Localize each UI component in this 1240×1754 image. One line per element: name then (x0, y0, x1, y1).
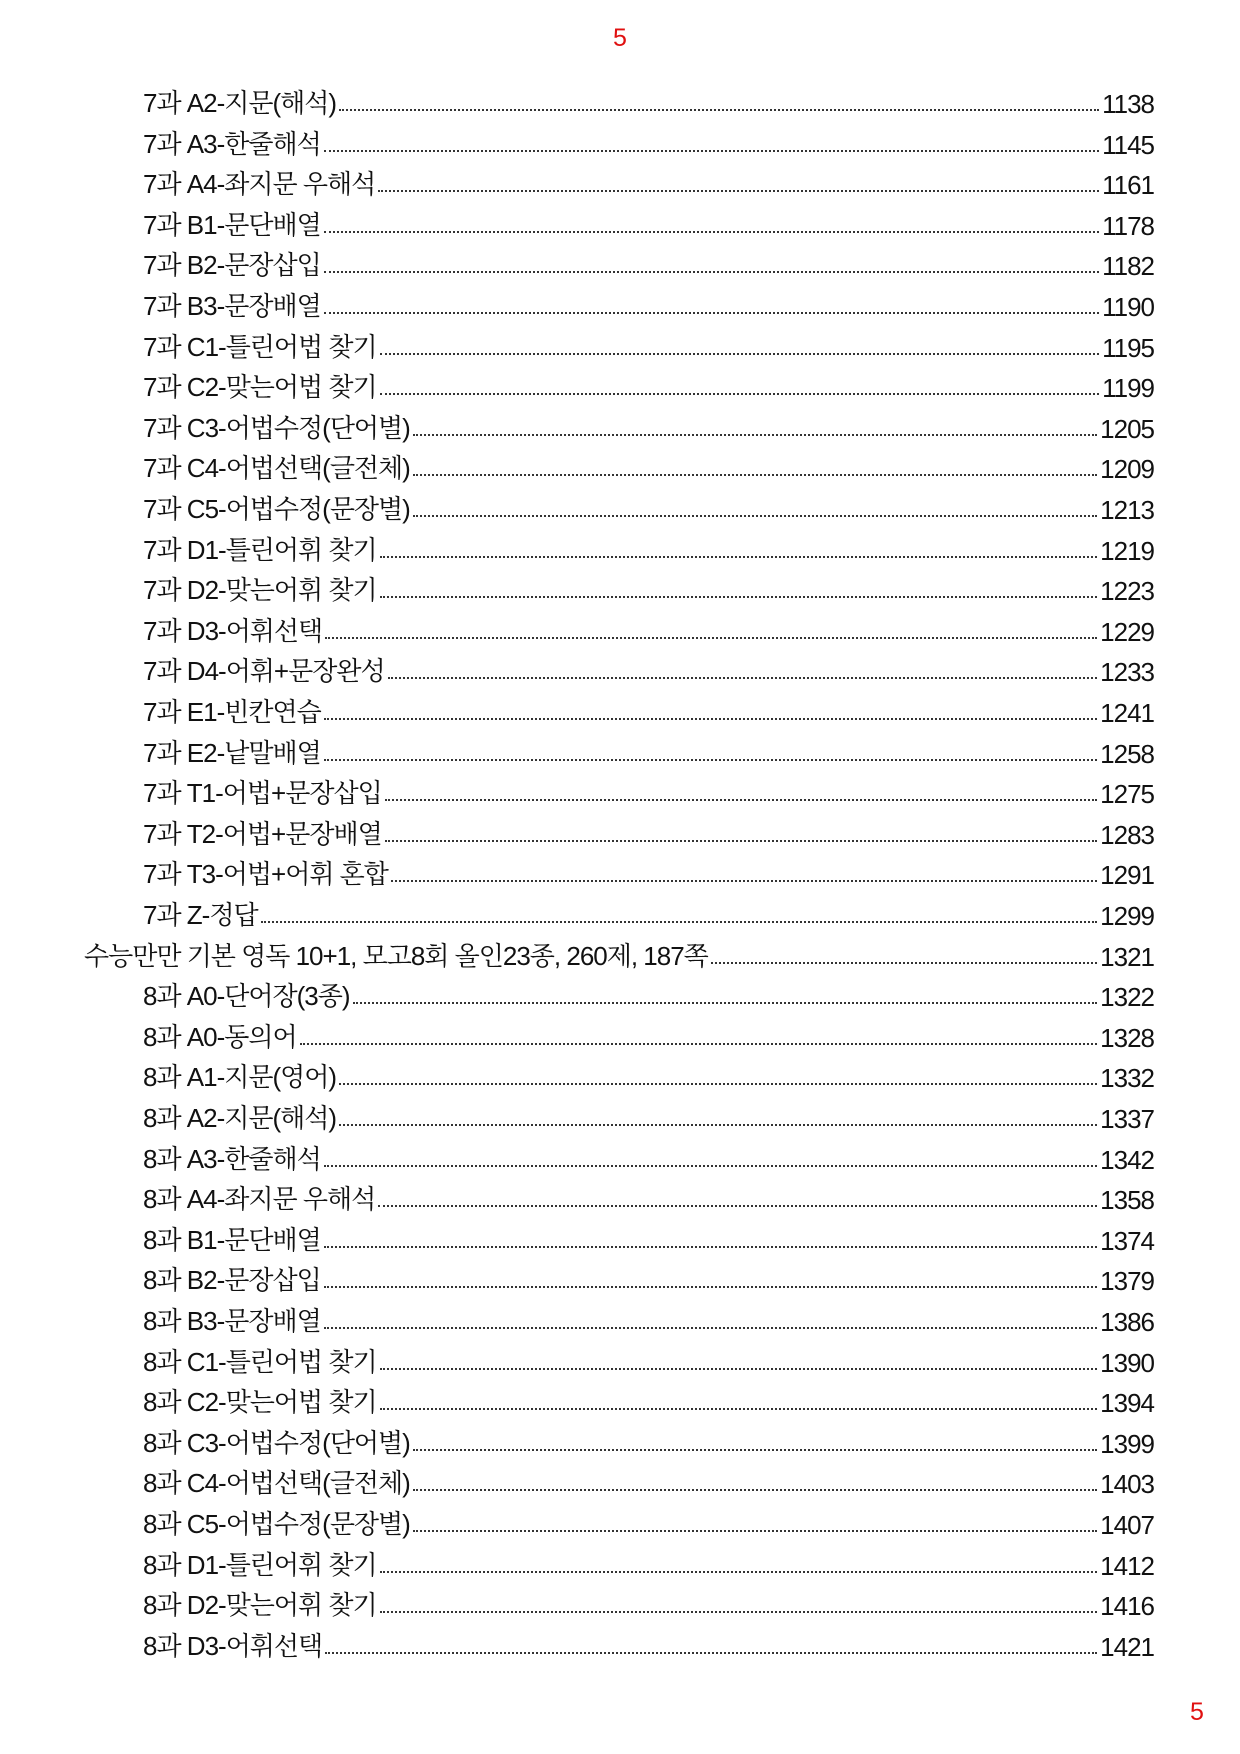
toc-entry[interactable] (143, 1223, 1154, 1257)
toc-entry[interactable] (143, 86, 1154, 120)
entry-page-number: 1358 (1100, 1185, 1154, 1216)
entry-page-number: 1386 (1100, 1307, 1154, 1337)
entry-title: 7과 T1-어법+문장삽입 (143, 778, 382, 809)
entry-title: 7과 B3-문장배열 (143, 291, 321, 321)
entry-page-number: 1332 (1100, 1063, 1154, 1094)
toc-entry[interactable] (143, 208, 1154, 242)
entry-page-number: 1328 (1100, 1022, 1154, 1053)
entry-page-number: 1190 (1102, 292, 1154, 322)
toc-entry[interactable] (143, 1182, 1154, 1216)
dot-leader (378, 190, 1099, 192)
toc-entry[interactable] (143, 736, 1154, 770)
toc-entry[interactable] (143, 614, 1154, 648)
entry-title: 7과 A4-좌지문 우해석 (143, 169, 376, 200)
dot-leader (413, 515, 1097, 517)
entry-page-number: 1291 (1100, 860, 1154, 891)
entry-page-number: 1337 (1100, 1104, 1154, 1134)
toc-entry[interactable] (143, 695, 1154, 729)
entry-title: 8과 B1-문단배열 (143, 1224, 321, 1255)
dot-leader (261, 921, 1098, 923)
toc-entry[interactable] (143, 1426, 1154, 1460)
entry-page-number: 1283 (1100, 819, 1154, 850)
entry-title: 8과 A3-한줄해석 (143, 1143, 321, 1174)
entry-title: 7과 T2-어법+문장배열 (143, 818, 382, 849)
entry-title: 7과 E2-낱말배열 (143, 737, 321, 768)
dot-leader (325, 637, 1097, 639)
entry-page-number: 1233 (1100, 657, 1154, 688)
dot-leader (413, 1530, 1097, 1532)
entry-page-number: 1421 (1100, 1631, 1154, 1662)
entry-title: 7과 A3-한줄해석 (143, 128, 321, 159)
entry-page-number: 1403 (1100, 1469, 1154, 1500)
entry-title: 7과 C3-어법수정(단어별) (143, 412, 410, 443)
dot-leader (324, 150, 1099, 152)
entry-title: 8과 C2-맞는어법 찾기 (143, 1387, 377, 1418)
entry-page-number: 1399 (1100, 1428, 1154, 1459)
toc-entry[interactable] (143, 1345, 1154, 1379)
toc-entry[interactable] (143, 127, 1154, 161)
toc-section-entry[interactable] (84, 939, 1154, 973)
dot-leader (380, 556, 1098, 558)
dot-leader (385, 840, 1097, 842)
dot-leader (324, 759, 1097, 761)
entry-title: 8과 D1-틀린어휘 찾기 (143, 1549, 377, 1580)
entry-page-number: 1145 (1102, 129, 1154, 160)
dot-leader (378, 1205, 1097, 1207)
toc-entry[interactable] (143, 1263, 1154, 1297)
dot-leader (339, 109, 1099, 111)
toc-entry[interactable] (143, 817, 1154, 851)
dot-leader (300, 1043, 1098, 1045)
entry-title: 7과 E1-빈칸연습 (143, 697, 321, 727)
toc-entry[interactable] (143, 451, 1154, 485)
toc-entry[interactable] (143, 1588, 1154, 1622)
entry-title: 8과 B2-문장삽입 (143, 1265, 321, 1296)
dot-leader (353, 1002, 1098, 1004)
entry-title: 8과 C4-어법선택(글전체) (143, 1468, 410, 1499)
toc-entry[interactable] (143, 1142, 1154, 1176)
entry-page-number: 1219 (1100, 535, 1154, 566)
toc-entry[interactable] (143, 776, 1154, 810)
dot-leader (380, 353, 1099, 355)
entry-page-number: 1342 (1100, 1144, 1154, 1175)
toc-entry[interactable] (143, 654, 1154, 688)
dot-leader (380, 393, 1099, 395)
dot-leader (380, 1571, 1098, 1573)
dot-leader (324, 1246, 1097, 1248)
entry-title: 7과 D3-어휘선택 (143, 615, 323, 646)
toc-entry[interactable] (143, 1466, 1154, 1500)
toc-entry[interactable] (143, 1385, 1154, 1419)
entry-page-number: 1213 (1100, 495, 1154, 525)
entry-page-number: 1161 (1102, 170, 1154, 201)
page-number-top: 5 (613, 24, 627, 52)
dot-leader (324, 1327, 1097, 1329)
dot-leader (711, 962, 1097, 964)
toc-entry[interactable] (143, 1101, 1154, 1135)
toc-entry[interactable] (143, 857, 1154, 891)
entry-page-number: 1416 (1100, 1591, 1154, 1622)
dot-leader (385, 799, 1097, 801)
entry-page-number: 1394 (1100, 1388, 1154, 1419)
entry-page-number: 1322 (1100, 982, 1154, 1013)
dot-leader (380, 1611, 1098, 1613)
entry-title: 8과 C3-어법수정(단어별) (143, 1427, 410, 1458)
entry-title: 7과 A2-지문(해석) (143, 88, 337, 118)
entry-title: 수능만만 기본 영독 10+1, 모고8회 올인23종, 260제, 187쪽 (84, 940, 708, 971)
toc-entry[interactable] (143, 492, 1154, 526)
entry-page-number: 1321 (1100, 941, 1154, 972)
entry-title: 8과 A2-지문(해석) (143, 1103, 337, 1133)
dot-leader (325, 1652, 1097, 1654)
entry-page-number: 1195 (1102, 332, 1154, 363)
entry-page-number: 1241 (1100, 698, 1154, 728)
entry-page-number: 1209 (1100, 454, 1154, 485)
entry-page-number: 1199 (1102, 373, 1154, 404)
entry-title: 7과 B2-문장삽입 (143, 250, 321, 281)
entry-page-number: 1299 (1100, 901, 1154, 931)
entry-page-number: 1275 (1100, 779, 1154, 810)
toc-entry[interactable] (143, 898, 1154, 932)
dot-leader (413, 1489, 1097, 1491)
dot-leader (380, 1408, 1098, 1410)
dot-leader (388, 677, 1098, 679)
entry-title: 7과 C5-어법수정(문장별) (143, 494, 410, 524)
toc-entry[interactable] (143, 573, 1154, 607)
entry-page-number: 1223 (1100, 576, 1154, 607)
entry-page-number: 1138 (1102, 89, 1154, 119)
entry-page-number: 1182 (1102, 251, 1154, 282)
dot-leader (324, 312, 1099, 314)
entry-title: 7과 D1-틀린어휘 찾기 (143, 534, 377, 565)
entry-page-number: 1178 (1102, 210, 1154, 241)
toc-entry[interactable] (143, 1060, 1154, 1094)
entry-title: 7과 B1-문단배열 (143, 209, 321, 240)
entry-page-number: 1374 (1100, 1225, 1154, 1256)
toc-entry[interactable] (143, 411, 1154, 445)
entry-title: 8과 B3-문장배열 (143, 1306, 321, 1336)
dot-leader (339, 1083, 1097, 1085)
entry-title: 7과 T3-어법+어휘 혼합 (143, 859, 388, 890)
toc-entry[interactable] (143, 1548, 1154, 1582)
entry-page-number: 1258 (1100, 738, 1154, 769)
toc-entry[interactable] (143, 1507, 1154, 1541)
toc-entry[interactable] (143, 289, 1154, 323)
toc-entry[interactable] (143, 979, 1154, 1013)
dot-leader (391, 880, 1097, 882)
entry-page-number: 1390 (1100, 1347, 1154, 1378)
entry-page-number: 1407 (1100, 1510, 1154, 1540)
entry-page-number: 1229 (1100, 616, 1154, 647)
entry-title: 8과 A4-좌지문 우해석 (143, 1184, 376, 1215)
dot-leader (324, 231, 1099, 233)
toc-entry[interactable] (143, 1304, 1154, 1338)
toc-entry[interactable] (143, 370, 1154, 404)
dot-leader (324, 1165, 1097, 1167)
dot-leader (413, 1449, 1097, 1451)
dot-leader (380, 1368, 1098, 1370)
toc-entry[interactable] (143, 330, 1154, 364)
entry-title: 7과 C2-맞는어법 찾기 (143, 372, 377, 403)
toc-entry[interactable] (143, 248, 1154, 282)
entry-title: 8과 A0-단어장(3종) (143, 981, 350, 1012)
toc-entry[interactable] (143, 167, 1154, 201)
dot-leader (324, 271, 1099, 273)
dot-leader (324, 1286, 1097, 1288)
toc-entry[interactable] (143, 1629, 1154, 1663)
dot-leader (339, 1124, 1097, 1126)
entry-title: 8과 C5-어법수정(문장별) (143, 1509, 410, 1539)
toc-entry[interactable] (143, 533, 1154, 567)
dot-leader (413, 434, 1097, 436)
entry-title: 7과 D4-어휘+문장완성 (143, 656, 385, 687)
entry-title: 8과 C1-틀린어법 찾기 (143, 1346, 377, 1377)
dot-leader (324, 718, 1097, 720)
toc-entry[interactable] (143, 1020, 1154, 1054)
entry-title: 8과 A1-지문(영어) (143, 1062, 337, 1093)
dot-leader (380, 596, 1098, 598)
entry-title: 8과 D3-어휘선택 (143, 1630, 323, 1661)
dot-leader (413, 474, 1097, 476)
page-number-bottom: 5 (1190, 1698, 1204, 1726)
entry-title: 8과 A0-동의어 (143, 1021, 297, 1052)
entry-page-number: 1379 (1100, 1266, 1154, 1297)
entry-title: 7과 D2-맞는어휘 찾기 (143, 575, 377, 606)
entry-title: 8과 D2-맞는어휘 찾기 (143, 1590, 377, 1621)
entry-title: 7과 Z-정답 (143, 900, 258, 930)
entry-page-number: 1412 (1100, 1550, 1154, 1581)
entry-page-number: 1205 (1100, 413, 1154, 444)
entry-title: 7과 C4-어법선택(글전체) (143, 453, 410, 484)
entry-title: 7과 C1-틀린어법 찾기 (143, 331, 377, 362)
